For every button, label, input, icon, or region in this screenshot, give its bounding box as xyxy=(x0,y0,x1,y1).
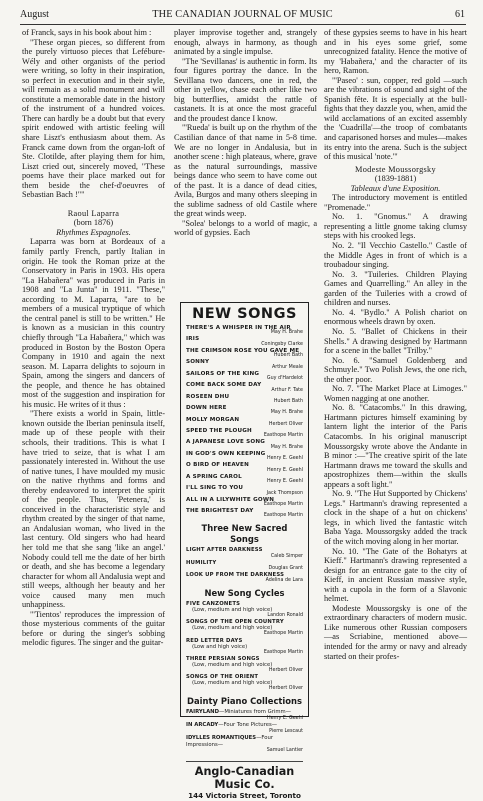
sacred-song-list xyxy=(186,547,303,584)
song-composer: Henry E. Geehl xyxy=(266,479,303,485)
song-title: THERE'S A WHISPER IN THE AIR xyxy=(186,325,291,331)
sacred-song-composer: Douglas Grant xyxy=(268,565,303,571)
song-cycle-entry xyxy=(186,638,303,656)
song-cycle-entry xyxy=(186,656,303,674)
song-cycle-voices: (Low and high voice) xyxy=(192,643,248,650)
piano-collection-title: IN ARCADY xyxy=(186,722,219,729)
column-left xyxy=(22,28,165,752)
song-title: A SPRING CAROL xyxy=(186,473,242,480)
header-month: August xyxy=(20,9,49,20)
song-cycle-composer: Herbert Oliver xyxy=(268,668,303,674)
paragraph: No. 6. "Samuel Goldenberg and Schmuyle." Two Polish Jews, the one rich, the other poor. xyxy=(324,355,467,384)
song-cycle-voices: (Low, medium and high voice) xyxy=(192,607,273,614)
song-composer: Hubert Bath xyxy=(273,399,303,405)
piano-collection-description: —Four Impressions— xyxy=(186,735,273,748)
song-title: MOLLY MORGAN xyxy=(186,416,240,423)
song-title: COME BACK SOME DAY xyxy=(186,382,262,389)
sacred-song-title: LIGHT AFTER DARKNESS xyxy=(186,547,263,554)
piano-collection-title: FAIRYLAND xyxy=(186,709,220,716)
song-cycle-title: SONGS OF THE ORIENT xyxy=(186,674,259,681)
paragraph: No. 4. "Bydlo." A Polish chariot on enormous wheels drawn by oxen. xyxy=(324,307,467,327)
piano-collection-line xyxy=(186,735,303,748)
song-composer: Henry E. Geehl xyxy=(266,456,303,462)
song-cycle-title: SONGS OF THE OPEN COUNTRY xyxy=(186,619,284,626)
song-composer: Easthope Martin xyxy=(263,501,303,507)
paragraph: No. 5. "Ballet of Chickens in their Shells." A drawing designed by Hartmann for a scene in the ballet "Trilby." xyxy=(324,326,467,356)
song-composer: Henry E. Geehl xyxy=(266,467,303,473)
sacred-song-title: HUMILITY xyxy=(186,559,217,566)
song-cycle-voices: (Low, medium and high voice) xyxy=(192,661,273,668)
header-journal-title: THE CANADIAN JOURNAL OF MUSIC xyxy=(152,9,333,20)
sacred-song-entry xyxy=(186,572,303,584)
running-header xyxy=(20,8,465,22)
piano-collections-heading: Dainty Piano Collections xyxy=(187,696,302,707)
song-cycle-composer: Herbert Oliver xyxy=(268,686,303,692)
header-rule xyxy=(20,24,466,25)
paragraph: player improvise together and, strangely enough, always in harmony, as though animated by a single impulse. xyxy=(174,28,317,57)
sacred-song-title: LOOK UP FROM THE DARKNESS xyxy=(186,571,285,578)
column-middle xyxy=(174,28,317,296)
paragraph: "'Paseo' : sun, copper, red gold —such are the vibrations of sound and sight of the Spanish fête. It is especially at the bull-fights that they dazzle you, when, amid the wild acclamations of an excited assembly the 'Cuadrilla'—the troop of combatants and caparisoned horses and mules—makes its entry into the arena. Such is the subject of this musical 'note.'" xyxy=(324,75,467,162)
song-entry xyxy=(186,428,303,439)
song-composer: Hubert Bath xyxy=(273,353,303,359)
song-entry xyxy=(186,325,303,336)
song-title: I'LL SING TO YOU xyxy=(186,485,244,492)
piano-collection-entry xyxy=(186,722,303,735)
paragraph: Modeste Moussorgsky is one of the extraordinary characters of modern music. Like numerous other Russian composers —as Scriabine, mentioned above—intended for the army or navy and already started on their profes- xyxy=(324,603,467,661)
column-right xyxy=(324,28,467,752)
song-title: IRIS xyxy=(186,336,200,343)
song-title: THE BRIGHTEST DAY xyxy=(186,508,254,514)
song-entry xyxy=(186,359,303,370)
song-entry xyxy=(186,462,303,473)
song-composer: Arthur F. Tate xyxy=(271,387,303,393)
song-title: SONNY xyxy=(186,359,210,366)
song-entry xyxy=(186,417,303,428)
work-title: Tableaux d'une Exposition. xyxy=(350,183,441,193)
work-title: Rhythmes Espagnoles. xyxy=(56,227,131,237)
piano-collection-entry xyxy=(186,735,303,755)
song-composer: Herbert Oliver xyxy=(268,421,303,427)
paragraph: of Franck, says in his book about him : xyxy=(22,28,152,37)
paragraph: "Solea' belongs to a world of magic, a world of gypsies. Each xyxy=(174,218,317,238)
paragraph: of these gypsies seems to have in his heart and in his eyes some grief, some unrecognized fatality. Hence the motive of my 'Habañera,' and the character of its hero, Ramon. xyxy=(324,28,467,76)
song-entry xyxy=(186,405,303,416)
piano-collection-list xyxy=(186,709,303,755)
piano-collection-composer: Henry E. Geehl xyxy=(266,715,303,721)
sacred-song-entry xyxy=(186,547,303,559)
song-composer: Arthur Meale xyxy=(271,364,303,370)
composer-dates: (born 1876) xyxy=(73,218,114,228)
song-cycle-entry xyxy=(186,619,303,637)
sacred-song-entry xyxy=(186,560,303,572)
paragraph: "These organ pieces, so different from the purely virtuoso pieces that Lefébure-Wély and other organists of the period were writing, so lofty in their inspiration, so perfect in execution and in their style, will remain as a solid monument and will constitute a memorable date in the history of the instrument of a hundred voices. There can hardly be a doubt but that every spirit endowed with artistic feeling will share Liszt's enthusiasm about them. As Franck came down from the organ-loft of Ste. Clotilde, after playing them for him, Liszt cried out, sincerely moved, "These poems have their place marked out for them beside the chef-d'oeuvres of Sebastian Bach !"" xyxy=(22,37,165,200)
song-entry xyxy=(186,394,303,405)
song-composer: May H. Brahe xyxy=(270,444,303,450)
song-title: O BIRD OF HEAVEN xyxy=(186,462,249,469)
song-entry xyxy=(186,439,303,450)
song-title: THE CRIMSON ROSE YOU GAVE ME xyxy=(186,347,300,354)
song-cycle-voices: (Low, medium and high voice) xyxy=(192,625,273,632)
paragraph: "There exists a world in Spain, little-known outside the Iberian peninsula itself, made up of these people with their schools, their traditions. This is what I have tried to seize, that is what I am passionately interested in. Without the use of native tunes, I have moulded my music on the native rhythms and forms and thereby endeavored to interpret the spirit of the people. Thus, 'Petenera,' is conceived in the characteristic style and rhythm created by the singer of that name, an Andalusian woman, who lived in the last century. Old singers who had heard her told me that she sang 'like an angel.' Nobody could tell me the date of her birth or death, and she has become a legendary character for whom all Andalusia wept and still weeps, although her beauty and her voice caused many men much unhappiness. xyxy=(22,409,165,610)
song-cycles-heading: New Song Cycles xyxy=(204,588,285,598)
piano-collection-title: IDYLLES ROMANTIQUES xyxy=(186,735,257,742)
song-cycle-composer: Landon Ronald xyxy=(267,613,303,619)
song-entry xyxy=(186,336,303,347)
song-title: DOWN HERE xyxy=(186,405,227,412)
song-cycle-voices: (Low, medium and high voice) xyxy=(192,680,273,687)
sacred-song-composer: Adelina de Lara xyxy=(265,577,303,583)
paragraph: No. 3. "Tuileries. Children Playing Games and Quarrelling." An alley in the garden of the Tuileries with a crowd of children and nurses. xyxy=(324,269,467,308)
paragraph: No. 2. "Il Vecchio Castello." Castle of the Middle Ages in front of which is a troubadour singing. xyxy=(324,241,467,270)
song-list xyxy=(186,325,303,519)
song-title: SPEED THE PLOUGH xyxy=(186,427,252,434)
song-entry xyxy=(186,497,303,508)
song-cycle-entry xyxy=(186,674,303,692)
song-cycle-list xyxy=(186,601,303,692)
page-number: 61 xyxy=(455,9,465,20)
song-entry xyxy=(186,382,303,393)
composer-heading: Modeste Moussorgsky xyxy=(355,164,436,174)
song-composer: May H. Brahe xyxy=(270,330,303,336)
publisher-name: Anglo-Canadian Music Co. xyxy=(194,764,295,791)
piano-collection-line xyxy=(186,709,303,716)
song-composer: May H. Brahe xyxy=(270,410,303,416)
paragraph: Laparra was born at Bordeaux of a family partly French, partly Italian in origin. He took the Roman prize at the Conservatory in Paris in 1903. His opera "La Habañera" was produced in Paris in 1908 and "La Junta" in 1911. "These," according to M. Laparra, "are to be members of a musical tryptique of which the central panel is still to be written." He is known as a musician in this country chiefly through "La Habañera," which was produced in Boston by the Boston Opera Company in 1910 and again the next season. M. Laparra delights to sojourn in Spain, among the singers and dancers of the people, and thence he has obtained most of the suggestion and inspiration for his music. He writes of it thus : xyxy=(22,237,165,409)
paragraph: The introductory movement is entitled "Promenade." xyxy=(324,193,467,212)
advertisement-box xyxy=(180,302,309,800)
composer-dates: (1839-1881) xyxy=(374,174,417,184)
paragraph: "'Rueda' is built up on the rhythm of the Castilian dance of that name in 5-8 time. We are no longer in Andalusia, but in another scene : high plateaus, where, grave as the natural surroundings, massive beings dance who seem to have come out of the past. It is a dance of dead cities, Avila, Burgos and many others sleeping in the sublime sadness of old Castile where the great winds weep. xyxy=(174,123,317,219)
piano-collection-composer: Pierre Lescaut xyxy=(269,728,303,734)
song-cycle-title: RED LETTER DAYS xyxy=(186,637,243,644)
paragraph: "The 'Sevillanas' is authentic in form. Its four figures portray the dance. In the Sevillana two dancers, one in red, the other in yellow, chase each other like two big butterflies, amidst the rattle of castanets. It is at once the most graceful and the proudest dance I know. xyxy=(174,56,317,123)
song-entry xyxy=(186,474,303,485)
paragraph: No. 8. "Catacombs." In this drawing, Hartmann pictures himself examining by lantern light the interior of the Paris Catacombs. In his original manuscript Moussorgsky wrote above the Andante in B minor :—"The creative spirit of the late Hartmann draws me toward the skulls and apostrophizes them—within the skulls appears a soft light." xyxy=(324,403,467,489)
song-cycle-title: THREE PERSIAN SONGS xyxy=(186,655,260,662)
publisher-block xyxy=(186,761,303,801)
paragraph: No. 9. "The Hut Supported by Chickens' Legs." Hartmann's drawing represented a clock in the shape of a hut on chickens' legs, in which lived the fantastic witch Baba Yaga. Moussorgsky added the track of the witch moving along in her mortar. xyxy=(324,489,467,546)
paragraph: No. 10. "The Gate of the Bohatyrs at Kieff." Hartmann's drawing represented a design for an entrance gate to the city of Kieff, in ancient Russian massive style, with a cupola in the form of a Slavonic helmet. xyxy=(324,546,467,604)
piano-collection-description: —Four Tone Pictures— xyxy=(218,722,278,729)
paragraph: No. 1. "Gnomus." A drawing representing a little gnome taking clumsy steps with his crooked legs. xyxy=(324,212,467,241)
song-cycle-composer: Easthope Martin xyxy=(263,649,303,655)
publisher-address: 144 Victoria Street, Toronto xyxy=(188,790,301,800)
sacred-songs-heading: Three New Sacred Songs xyxy=(201,523,288,545)
song-title: ROSEEN DHU xyxy=(186,393,230,400)
song-entry xyxy=(186,485,303,496)
song-title: A JAPANESE LOVE SONG xyxy=(186,439,266,446)
song-composer: Coningsby Clarke xyxy=(261,341,303,347)
piano-collection-entry xyxy=(186,709,303,722)
song-entry xyxy=(186,348,303,359)
sacred-song-composer: Caleb Simper xyxy=(270,553,303,559)
song-composer: Easthope Martin xyxy=(263,433,303,439)
composer-heading: Raoul Laparra xyxy=(67,208,120,218)
piano-collection-description: —Miniatures from Grimm— xyxy=(219,709,292,716)
song-composer: Guy d'Hardelot xyxy=(266,376,303,382)
song-cycle-entry xyxy=(186,601,303,619)
song-entry xyxy=(186,508,303,519)
song-title: IN GOD'S OWN KEEPING xyxy=(186,450,266,457)
song-composer: Jack Thompson xyxy=(266,490,303,496)
paragraph: "'Tientos' reproduces the impression of those mysterious comments of the guitar before or during the singer's sobbing melodic figures. The singer and the guitar- xyxy=(22,609,165,648)
song-title: SAILORS OF THE KING xyxy=(186,370,260,377)
ad-title: NEW SONGS xyxy=(192,306,297,322)
paragraph: No. 7. "The Market Place at Limoges." Women nagging at one another. xyxy=(324,384,467,403)
song-composer: Easthope Martin xyxy=(263,513,303,519)
song-entry xyxy=(186,451,303,462)
song-cycle-composer: Easthope Martin xyxy=(263,631,303,637)
piano-collection-composer: Samuel Lantier xyxy=(266,748,303,754)
song-title: ALL IN A LILYWHITE GOWN xyxy=(186,496,275,503)
song-cycle-title: FIVE CANZONETS xyxy=(186,601,241,607)
song-entry xyxy=(186,371,303,382)
